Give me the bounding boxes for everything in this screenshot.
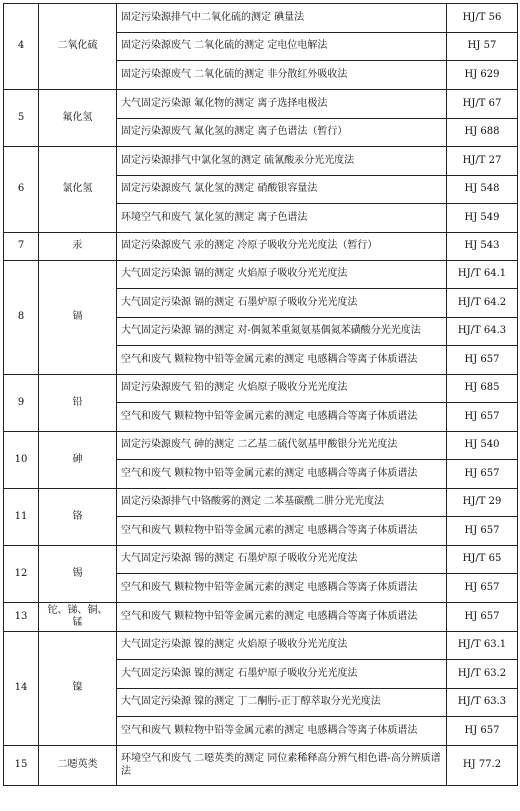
pollutant-name: 砷 bbox=[39, 432, 117, 489]
standard-code: HJ 685 bbox=[447, 375, 518, 403]
table-row bbox=[4, 432, 518, 460]
standard-code: HJ 657 bbox=[447, 517, 518, 546]
standard-code: HJ 657 bbox=[447, 403, 518, 432]
table-row bbox=[4, 147, 518, 176]
standard-code: HJ/T 65 bbox=[447, 546, 518, 574]
method-name: 固定污染源排气中铬酸雾的测定 二苯基碳酰二肼分光光度法 bbox=[117, 489, 447, 517]
standards-table-body bbox=[4, 4, 518, 786]
method-name: 固定污染源排气中二氧化硫的测定 碘量法 bbox=[117, 4, 447, 33]
standard-code: HJ 657 bbox=[447, 460, 518, 489]
table-row bbox=[4, 4, 518, 33]
standard-code: HJ/T 67 bbox=[447, 90, 518, 119]
standard-code: HJ 688 bbox=[447, 119, 518, 147]
table-row bbox=[4, 90, 518, 119]
table-row bbox=[4, 261, 518, 289]
method-name: 空气和废气 颗粒物中铅等金属元素的测定 电感耦合等离子体质谱法 bbox=[117, 460, 447, 489]
item-number: 10 bbox=[4, 432, 39, 489]
standard-code: HJ 543 bbox=[447, 233, 518, 261]
method-name: 大气固定污染源 镉的测定 石墨炉原子吸收分光光度法 bbox=[117, 289, 447, 318]
standard-code: HJ 548 bbox=[447, 176, 518, 204]
pollutant-name: 镉 bbox=[39, 261, 117, 375]
table-row bbox=[4, 546, 518, 574]
item-number: 13 bbox=[4, 603, 39, 632]
item-number: 7 bbox=[4, 233, 39, 261]
table-row bbox=[4, 489, 518, 517]
method-name: 大气固定污染源 锡的测定 石墨炉原子吸收分光光度法 bbox=[117, 546, 447, 574]
standard-code: HJ 657 bbox=[447, 346, 518, 375]
standard-code: HJ/T 29 bbox=[447, 489, 518, 517]
method-name: 大气固定污染源 镍的测定 石墨炉原子吸收分光光度法 bbox=[117, 660, 447, 689]
table-row bbox=[4, 233, 518, 261]
item-number: 15 bbox=[4, 746, 39, 786]
standard-code: HJ/T 56 bbox=[447, 4, 518, 33]
standard-code: HJ 540 bbox=[447, 432, 518, 460]
pollutant-name: 镍 bbox=[39, 632, 117, 746]
method-name: 固定污染源废气 氯化氢的测定 硝酸银容量法 bbox=[117, 176, 447, 204]
method-name: 大气固定污染源 镉的测定 对-偶氮苯重氮氨基偶氮苯磺酸分光光度法 bbox=[117, 318, 447, 346]
item-number: 14 bbox=[4, 632, 39, 746]
pollutant-name: 氯化氢 bbox=[39, 147, 117, 233]
pollutant-name: 铅 bbox=[39, 375, 117, 432]
item-number: 5 bbox=[4, 90, 39, 147]
method-name: 空气和废气 颗粒物中铅等金属元素的测定 电感耦合等离子体质谱法 bbox=[117, 574, 447, 603]
standard-code: HJ/T 63.1 bbox=[447, 632, 518, 660]
method-name: 空气和废气 颗粒物中铅等金属元素的测定 电感耦合等离子体质谱法 bbox=[117, 346, 447, 375]
method-name: 固定污染源废气 氟化氢的测定 离子色谱法（暂行） bbox=[117, 119, 447, 147]
method-name: 大气固定污染源 镍的测定 火焰原子吸收分光光度法 bbox=[117, 632, 447, 660]
table-row bbox=[4, 603, 518, 632]
item-number: 11 bbox=[4, 489, 39, 546]
method-name: 固定污染源废气 铅的测定 火焰原子吸收分光光度法 bbox=[117, 375, 447, 403]
method-name: 空气和废气 颗粒物中铅等金属元素的测定 电感耦合等离子体质谱法 bbox=[117, 603, 447, 632]
method-name: 空气和废气 颗粒物中铅等金属元素的测定 电感耦合等离子体质谱法 bbox=[117, 403, 447, 432]
method-name: 固定污染源废气 砷的测定 二乙基二硫代氨基甲酸银分光光度法 bbox=[117, 432, 447, 460]
method-name: 固定污染源排气中氯化氢的测定 硫氰酸汞分光光度法 bbox=[117, 147, 447, 176]
pollutant-name: 汞 bbox=[39, 233, 117, 261]
standard-code: HJ 77.2 bbox=[447, 746, 518, 786]
method-name: 空气和废气 颗粒物中铅等金属元素的测定 电感耦合等离子体质谱法 bbox=[117, 717, 447, 746]
standard-code: HJ/T 64.2 bbox=[447, 289, 518, 318]
standards-table bbox=[3, 3, 518, 786]
standard-code: HJ/T 64.3 bbox=[447, 318, 518, 346]
standard-code: HJ/T 63.2 bbox=[447, 660, 518, 689]
method-name: 固定污染源废气 二氧化硫的测定 非分散红外吸收法 bbox=[117, 61, 447, 90]
standard-code: HJ/T 63.3 bbox=[447, 689, 518, 717]
standard-code: HJ 657 bbox=[447, 603, 518, 632]
item-number: 6 bbox=[4, 147, 39, 233]
method-name: 固定污染源废气 二氧化硫的测定 定电位电解法 bbox=[117, 33, 447, 61]
method-name: 环境空气和废气 氯化氢的测定 离子色谱法 bbox=[117, 204, 447, 233]
method-name: 空气和废气 颗粒物中铅等金属元素的测定 电感耦合等离子体质谱法 bbox=[117, 517, 447, 546]
standard-code: HJ 57 bbox=[447, 33, 518, 61]
table-row bbox=[4, 632, 518, 660]
standard-code: HJ 657 bbox=[447, 574, 518, 603]
pollutant-name: 铊、锑、铜、锰 bbox=[39, 603, 117, 632]
method-name: 大气固定污染源 氟化物的测定 离子选择电极法 bbox=[117, 90, 447, 119]
table-row bbox=[4, 746, 518, 786]
pollutant-name: 锡 bbox=[39, 546, 117, 603]
pollutant-name: 铬 bbox=[39, 489, 117, 546]
method-name: 固定污染源废气 汞的测定 冷原子吸收分光光度法（暂行） bbox=[117, 233, 447, 261]
item-number: 4 bbox=[4, 4, 39, 90]
standard-code: HJ 629 bbox=[447, 61, 518, 90]
method-name: 大气固定污染源 镍的测定 丁二酮肟-正丁醇萃取分光光度法 bbox=[117, 689, 447, 717]
pollutant-name: 二噁英类 bbox=[39, 746, 117, 786]
standard-code: HJ/T 64.1 bbox=[447, 261, 518, 289]
method-name: 环境空气和废气 二噁英类的测定 同位素稀释高分辨气相色谱-高分辨质谱法 bbox=[117, 746, 447, 786]
method-name: 大气固定污染源 镉的测定 火焰原子吸收分光光度法 bbox=[117, 261, 447, 289]
standard-code: HJ 549 bbox=[447, 204, 518, 233]
pollutant-name: 氟化氢 bbox=[39, 90, 117, 147]
item-number: 8 bbox=[4, 261, 39, 375]
item-number: 12 bbox=[4, 546, 39, 603]
item-number: 9 bbox=[4, 375, 39, 432]
standard-code: HJ 657 bbox=[447, 717, 518, 746]
table-row bbox=[4, 375, 518, 403]
pollutant-name: 二氧化硫 bbox=[39, 4, 117, 90]
standard-code: HJ/T 27 bbox=[447, 147, 518, 176]
